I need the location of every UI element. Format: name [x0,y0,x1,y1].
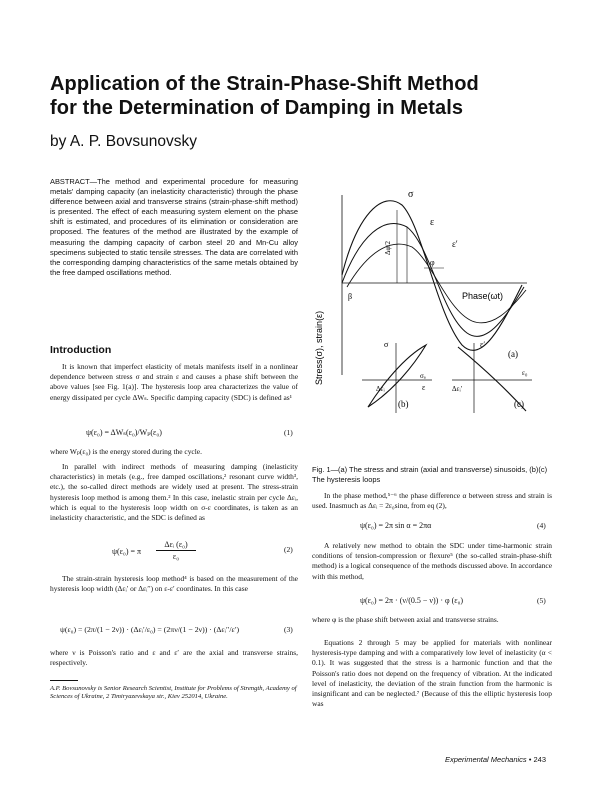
equation-4-number: (4) [537,521,546,530]
fig-a-label: (a) [508,349,518,359]
right-paragraph-2 [312,541,552,582]
equation-1-number: (1) [284,428,293,437]
title-line-2: for the Determination of Damping in Metals [50,97,464,119]
intro-p2-text: where Wₚ(ε₀) is the energy stored during the cycle. [50,447,202,456]
fig-b-sigma-a: σₐ [420,372,426,380]
fig-b-loop [368,345,426,407]
running-footer [445,755,546,764]
section-heading-introduction: Introduction [50,344,112,356]
equation-5: ψ(ε₀) = 2π · (ν/(0.5 − ν)) · φ (ε₀) [360,596,464,605]
equation-2-number: (2) [284,545,293,554]
fig-b-sigma: σ [384,340,389,349]
fig-b-eps: ε [422,383,426,392]
intro-p1-text: It is known that imperfect elasticity of metals manifests itself in a nonlinear dependence between stress σ and strain ε and causes a phase shift between the above values [see Fig. 1(a)]. The hysteresis loop area characterizes the value of energy dissipated per cycle ΔWₛ. Specific damping capacity (SDC) is defined as¹ [50,362,298,402]
fig-b-label: (b) [398,399,409,409]
author-line: by A. P. Bovsunovsky [50,133,198,150]
fig-a-xlabel: Phase(ωt) [462,291,504,301]
right-p3-text: where φ is the phase shift between axial and transverse strains. [312,615,499,624]
right-paragraph-3 [312,615,552,625]
fig-a-beta: β [348,292,353,301]
page-number: 243 [533,755,546,764]
footer-separator: • [528,755,532,764]
right-paragraph-4 [312,638,552,709]
equation-2-lhs: ψ(ε₀) = π [112,547,142,556]
right-p1-text: In the phase method,⁵⁻⁶ the phase difference α between stress and strain is used. Inasmuch as Δεᵢ = 2ε₀sinα, from eq (2), [312,491,552,511]
fig-c-eps: ε′ [480,340,486,349]
intro-p5-text: where ν is Poisson's ratio and ε and ε′ are the axial and transverse strains, respectively. [50,648,298,668]
footnote-rule [50,680,78,681]
intro-paragraph-5 [50,648,298,668]
intro-paragraph-1 [50,362,298,403]
intro-paragraph-2 [50,447,298,457]
intro-p4-text: The strain-strain hysteresis loop method⁴ is based on the measurement of the hysteresis loop width (Δεᵢ′ or Δεᵢ′′) on ε-ε′ coordinates. In this case [50,574,298,594]
fig-a-epsp: ε′ [452,239,458,249]
fig-a-eps: ε [430,217,435,228]
fig-a-phi: φ [430,258,435,267]
fig-a-sigma: σ [408,189,414,200]
equation-1: ψ(ε₀) = ΔWₛ(ε₀)/Wₚ(ε₀) [86,428,162,437]
intro-p3-text: In parallel with indirect methods of measuring damping (inelasticity characteristics) in metals (e.g., free damped oscillations,² resonant curve width³, etc.), the so-called direct methods are widely used at present. The stress-strain hysteresis loop method is among them.² In this case, inelastic strain per cycle Δεᵢ, which is equal to the hysteresis loop width on σ-ε coordinates, is taken as an inelasticity characteristic, and the SDC is defined as [50,462,298,523]
equation-2-numerator: Δεᵢ (ε₀) [156,540,196,551]
right-paragraph-1 [312,491,552,511]
fig-a-ylabel: Stress(σ), strain(ε) [314,310,324,385]
equation-3: ψ(ε₀) = (2π/(1 − 2ν)) · (Δεᵢ′/ε₀) = (2πν/(1 − 2ν)) · (Δεᵢ′′/ε′) [60,625,240,634]
title-line-1: Application of the Strain-Phase-Shift Method [50,73,479,95]
fig-b-dei: Δεᵢ [376,385,385,393]
figure-1 [312,175,552,463]
right-p2-text: A relatively new method to obtain the SDC under time-harmonic strain conditions of tension-compression or flexure⁵ (the so-called strain-phase-shift method) is a logical consequence of the methods discussed above. In accordance with this method, [312,541,552,581]
fig-a-dphi: Δφ/2 [384,241,392,255]
fig-c-eps0: ε₀ [522,369,528,377]
figure-1-caption: Fig. 1—(a) The stress and strain (axial and transverse) sinusoids, (b)(c) The hysteresis loops [312,465,548,484]
equation-2-fraction [156,540,196,561]
epsilon-prime-curve [347,244,526,323]
journal-name: Experimental Mechanics [444,755,527,764]
intro-paragraph-3 [50,462,298,523]
equation-4: ψ(ε₀) = 2π sin α = 2πα [360,521,432,530]
abstract: ABSTRACT—The method and experimental procedure for measuring metals' damping capacity (an inelasticity characteristic) through the phase difference between axial and transverse strains (strain-phase-shift method) is presented. The effect of each measuring system element on the phase shift is estimated, and procedures of its elimination or consideration are proposed. The features of the method are illustrated by the example of measuring the damping capacity of carbon steel 20 and Mn-Cu alloy specimens subjected to static tensile stresses. The data are correlated with the corresponding damping characteristics of the same metals obtained by the free damped oscillations method. [50,177,298,277]
paper-title [50,72,570,120]
intro-paragraph-4 [50,574,298,594]
author-affiliation-footnote: A.P. Bovsunovsky is Senior Research Scientist, Institute for Problems of Strength, Academy of Sciences of Ukraine, 2 Timiryazevskaya str., Kiev 252014, Ukraine. [50,685,297,701]
right-p4-text: Equations 2 through 5 may be applied for materials with nonlinear hysteresis-type damping and with a comparatively low level of inelasticity (α < 0.1). It was suggested that the stress is a harmonic function and that the Poisson's ratio does not depend on the frequency of vibration. At the indicated level of inelasticity, the deviation of the strain function from the harmonic is insignificant and can be neglected.⁷ (Because of this the elliptic hysteresis loop was [312,638,552,709]
equation-3-number: (3) [284,625,293,634]
fig-c-deip: Δεᵢ′ [452,385,463,393]
equation-2-denominator: ε₀ [172,552,180,561]
equation-5-number: (5) [537,596,546,605]
fig-c-label: (c) [514,399,524,409]
